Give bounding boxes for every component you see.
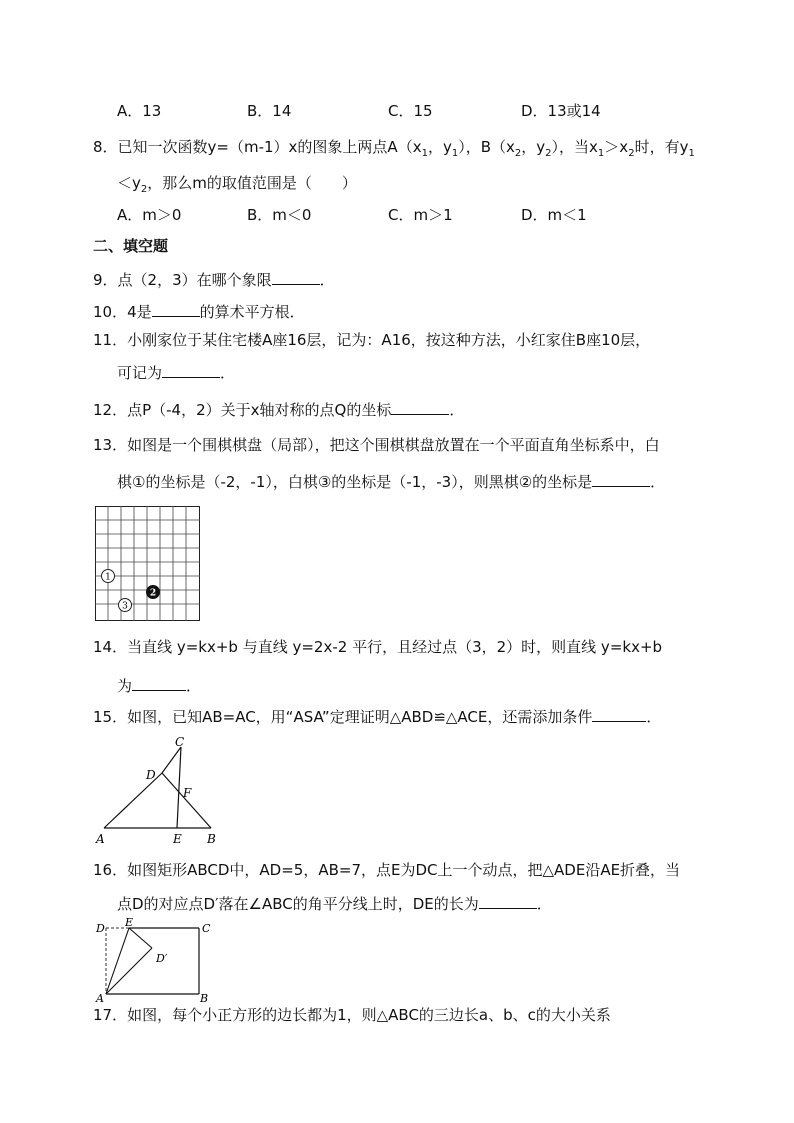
rectangle-fold-figure xyxy=(92,918,222,1004)
q11-line2: 可记为 ． xyxy=(117,361,235,383)
segment-DB xyxy=(162,773,211,828)
white-stone-3-label: 3 xyxy=(122,601,128,612)
q16-line2: 点D的对应点D′落在∠ABC的角平分线上时，DE的长为 ． xyxy=(117,892,552,914)
q13-line2: 棋①的坐标是（-2，-1），白棋③的坐标是（-1，-3），则黑棋②的坐标是 ． xyxy=(117,470,665,492)
q8-option-c: C．m＞1 xyxy=(388,206,453,224)
q16-line1: 16．如图矩形ABCD中，AD=5，AB=7，点E为DC上一个动点，把△ADE沿AE折叠，当 xyxy=(93,861,681,879)
q14-line1: 14．当直线 y=kx+b 与直线 y=2x-2 平行，且经过点（3，2）时，则直线 y=kx+b xyxy=(93,638,663,656)
segment-CE xyxy=(177,747,181,828)
q7-option-c: C．15 xyxy=(388,102,433,120)
q8-option-d: D．m＜1 xyxy=(521,206,587,224)
label-A: A xyxy=(96,832,105,846)
label-B: B xyxy=(207,832,216,846)
q7-option-a: A．13 xyxy=(117,102,162,120)
q9: 9．点（2，3）在哪个象限 ． xyxy=(93,268,335,290)
label-D: D xyxy=(146,768,156,782)
q13-line1: 13．如图是一个围棋棋盘（局部），把这个围棋棋盘放置在一个平面直角坐标系中，白 xyxy=(93,436,660,454)
q17-line1: 17．如图，每个小正方形的边长都为1，则△ABC的三边长a、b、c的大小关系 xyxy=(93,1006,611,1024)
label-B: B xyxy=(200,992,209,1004)
label-A: A xyxy=(96,992,104,1004)
label-D-prime: D′ xyxy=(156,952,168,965)
section-title: 二、填空题 xyxy=(93,237,169,255)
segment-AE xyxy=(106,928,129,994)
go-board-figure xyxy=(95,506,201,622)
board-grid xyxy=(95,506,200,621)
q8-line2: $<y_2$，那么m的取值范围是（ ） xyxy=(117,174,357,195)
segment-DC xyxy=(162,747,181,773)
black-stone-2-label: 2 xyxy=(149,588,157,599)
q7-option-b: B．14 xyxy=(247,102,292,120)
label-F: F xyxy=(183,786,192,800)
q15: 15．如图，已知AB=AC，用“ASA”定理证明△ABD≌△ACE，还需添加条件 ． xyxy=(93,705,661,727)
q14-line2: 为 ． xyxy=(117,674,201,696)
segment-AD-prime xyxy=(106,948,152,994)
q12: 12．点P（-4，2）关于x轴对称的点Q的坐标 ． xyxy=(93,398,464,420)
q8-line1: 8．已知一次函数y=（m-1）x的图象上两点$A(x_1$，$y_1$），$B(x_2$，$y_2$），当$x_1>x_2$时，有$y_1$ xyxy=(93,138,695,159)
label-E: E xyxy=(125,918,134,929)
q10: 10．4是 的算术平方根． xyxy=(93,300,305,322)
label-C: C xyxy=(175,735,185,749)
q7-option-d: D．13或14 xyxy=(521,102,601,120)
q8-option-b: B．m＜0 xyxy=(247,206,312,224)
segment-ED-prime xyxy=(129,928,152,948)
label-E: E xyxy=(173,832,182,846)
q8-option-a: A．m＞0 xyxy=(117,206,182,224)
triangle-figure xyxy=(90,733,220,848)
label-D: D xyxy=(96,922,105,935)
board-border xyxy=(96,507,200,621)
label-C: C xyxy=(202,922,211,935)
white-stone-1-label: 1 xyxy=(105,572,111,583)
q11-line1: 11．小刚家位于某住宅楼A座16层，记为：A16，按这种方法，小红家住B座10层， xyxy=(93,331,651,349)
